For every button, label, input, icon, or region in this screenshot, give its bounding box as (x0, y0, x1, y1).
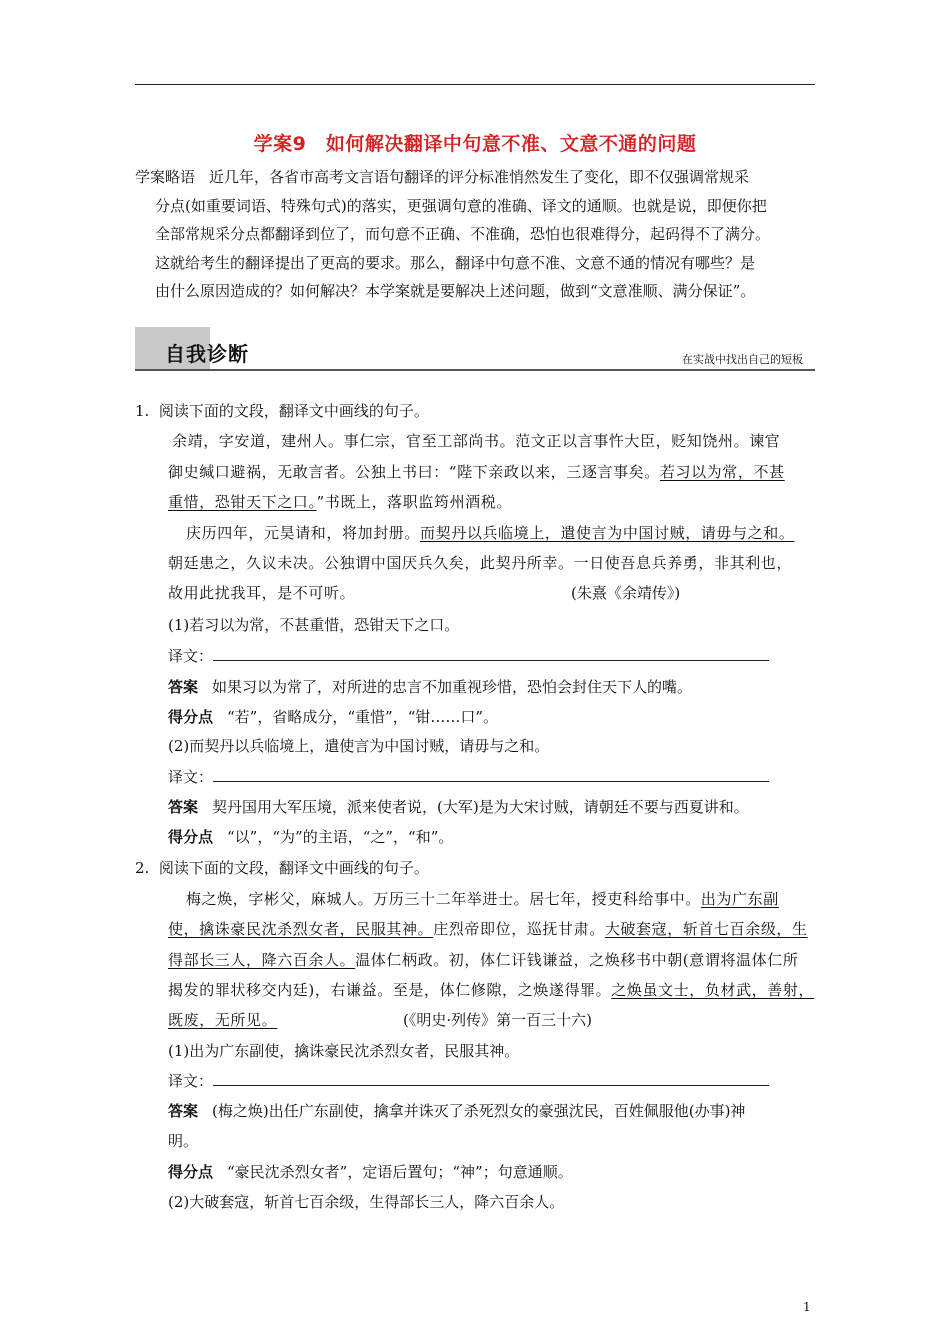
page-number: 1 (803, 1300, 811, 1314)
passage-text: 庆历四年，元昊请和，将加封册。 (186, 524, 421, 542)
section-heading: 自我诊断 (165, 342, 249, 366)
passage-line (186, 522, 794, 543)
translation-blank[interactable] (213, 1071, 769, 1086)
passage-text: 御史缄口避祸，无敢言者。公独上书曰：“陛下亲政以来，三逐言事矣。 (168, 463, 660, 481)
translation-line (168, 645, 769, 666)
underlined-sentence: 若习以为常，不甚 (659, 463, 785, 481)
answer-text: (梅之焕)出任广东副使，擒拿并诛灭了杀死烈女的豪强沈民，百姓佩服他(办事)神 (212, 1102, 746, 1120)
underlined-sentence: 之焕虽文士，负材武，善射， (611, 981, 815, 999)
passage-text: ”书既上，落职监筠州酒税。 (316, 493, 512, 511)
intro-line: 这就给考生的翻译提出了更高的要求。那么，翻译中句意不准、文意不通的情况有哪些？是 (155, 253, 756, 272)
sentence-to-translate: (1)出为广东副使，擒诛豪民沈杀烈女者，民服其神。 (168, 1042, 520, 1060)
answer-line (168, 676, 692, 697)
passage-source: (朱熹《余靖传》) (571, 584, 681, 602)
question-number: 1. (135, 402, 150, 420)
passage-text: 揭发的罪状移交内廷)，右谦益。至是，体仁修隙，之焕遂得罪。 (168, 981, 612, 999)
translation-label: 译文： (168, 647, 214, 665)
points-text: “豪民沈杀烈女者”，定语后置句；“神”；句意通顺。 (227, 1163, 573, 1181)
underlined-sentence: 重惜，恐钳天下之口。 (168, 493, 317, 511)
intro-line: 由什么原因造成的？如何解决？本学案就是要解决上述问题，做到“文意准顺、满分保证”。 (155, 282, 756, 301)
underlined-sentence: 使，擒诛豪民沈杀烈女者，民服其神。 (168, 920, 434, 938)
sentence-to-translate: (1)若习以为常，不甚重惜，恐钳天下之口。 (168, 616, 460, 634)
underlined-sentence: 大破套寇，斩首七百余级，生 (604, 920, 808, 938)
question-text: 阅读下面的文段，翻译文中画线的句子。 (158, 859, 429, 877)
underlined-sentence: 既废，无所见。 (168, 1011, 278, 1029)
points-label: 得分点 (168, 708, 214, 726)
passage-line (168, 491, 512, 512)
points-line (168, 706, 498, 727)
passage-text: 温体仁柄政。初，体仁讦钱谦益，之焕移书中朝(意谓将温体仁所 (355, 951, 799, 969)
answer-text: 如果习以为常了，对所进的忠言不加重视珍惜，恐怕会封住天下人的嘴。 (212, 678, 693, 696)
answer-label: 答案 (168, 1102, 199, 1120)
answer-label: 答案 (168, 678, 199, 696)
translation-blank[interactable] (213, 767, 769, 782)
intro-paragraph (135, 163, 815, 306)
passage-text: 故用此扰我耳，是不可听。 (168, 584, 356, 602)
translation-label: 译文： (168, 1072, 214, 1090)
answer-label: 答案 (168, 798, 199, 816)
passage-line (168, 949, 798, 970)
answer-line (168, 1100, 745, 1121)
passage-text: 余靖，字安道，建州人。事仁宗，官至工部尚书。范文正以言事忤大臣，贬知饶州。谏官 (172, 432, 781, 450)
passage-text: 梅之焕，字彬父，麻城人。万历三十二年举进士。居七年，授吏科给事中。 (186, 890, 701, 908)
passage-text: 庄烈帝即位，巡抚甘肃。 (433, 920, 605, 938)
passage-line (172, 430, 780, 451)
points-line (168, 826, 453, 847)
question-1-prompt (135, 400, 429, 421)
translation-label: 译文： (168, 768, 214, 786)
sentence-to-translate: (2)而契丹以兵临境上，遣使言为中国讨贼，请毋与之和。 (168, 737, 550, 755)
page-title: 学案9 如何解决翻译中句意不准、文意不通的问题 (253, 133, 697, 155)
question-2-prompt (135, 857, 429, 878)
translation-line (168, 766, 769, 787)
passage-line (168, 461, 785, 482)
passage-source: (《明史·列传》第一百三十六) (403, 1011, 592, 1029)
question-number: 2. (135, 859, 150, 877)
passage-line (168, 918, 808, 939)
intro-line: 全部常规采分点都翻译到位了，而句意不正确、不准确，恐怕也很难得分，起码得不了满分。 (155, 225, 771, 244)
intro-line: 近几年，各省市高考文言语句翻译的评分标准悄然发生了变化，即不仅强调常规采 (209, 168, 750, 186)
passage-line (168, 1009, 277, 1030)
underlined-sentence: 出为广东副 (700, 890, 779, 908)
section-subheading: 在实战中找出自己的短板 (682, 353, 803, 366)
points-text: “若”，省略成分，“重惜”，“钳……口”。 (227, 708, 499, 726)
intro-label: 学案略语 (135, 168, 196, 186)
points-text: “以”，“为”的主语，“之”，“和”。 (227, 828, 454, 846)
header-rule (135, 84, 815, 85)
passage-line (168, 582, 355, 603)
underlined-sentence: 而契丹以兵临境上，遣使言为中国讨贼，请毋与之和。 (420, 524, 795, 542)
section-rule (135, 369, 815, 371)
points-line (168, 1161, 573, 1182)
passage-line (186, 888, 779, 909)
sentence-to-translate: (2)大破套寇，斩首七百余级，生得部长三人，降六百余人。 (168, 1193, 565, 1211)
answer-text: 契丹国用大军压境，派来使者说，(大军)是为大宋讨贼，请朝廷不要与西夏讲和。 (212, 798, 749, 816)
intro-line: 分点(如重要词语、特殊句式)的落实，更强调句意的准确、译文的通顺。也就是说，即便你把 (155, 196, 767, 215)
passage-line (168, 552, 792, 573)
passage-line (168, 979, 814, 1000)
translation-blank[interactable] (213, 646, 769, 661)
translation-line (168, 1070, 769, 1091)
section-header (135, 327, 815, 371)
answer-line (168, 796, 749, 817)
passage-text: 朝廷患之，久议未决。公独谓中国厌兵久矣，此契丹所幸。一日使吾息兵养勇，非其利也， (168, 554, 793, 572)
answer-line-cont: 明。 (168, 1132, 199, 1150)
points-label: 得分点 (168, 1163, 214, 1181)
underlined-sentence: 得部长三人，降六百余人。 (168, 951, 356, 969)
question-text: 阅读下面的文段，翻译文中画线的句子。 (158, 402, 429, 420)
points-label: 得分点 (168, 828, 214, 846)
